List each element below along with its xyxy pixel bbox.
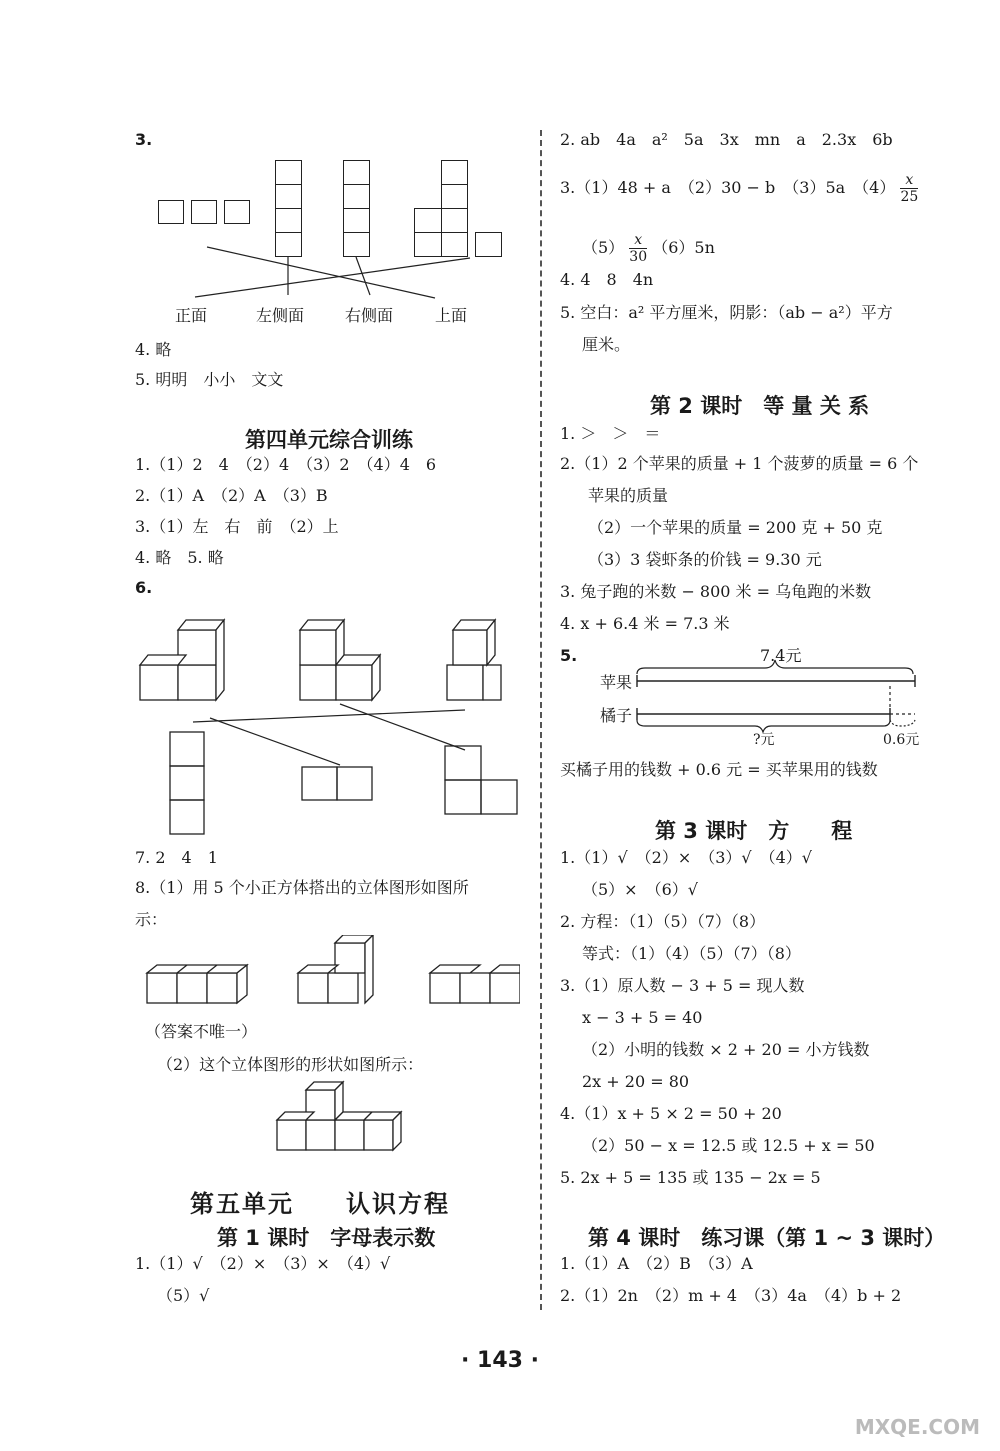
q3-figures [135, 150, 520, 300]
l2-equation: 买橘子用的钱数 + 0.6 元 = 买苹果用的钱数 [560, 760, 878, 779]
fraction-numerator: x [900, 172, 918, 189]
r5-answer: 厘米。 [582, 335, 631, 354]
u4-answer: 4. 略 5. 略 [135, 548, 224, 567]
unit5-title: 第五单元 认识方程 [190, 1190, 450, 1218]
column-divider [540, 130, 542, 1310]
view-label: 上面 [435, 306, 468, 325]
l2-answer: （3）3 袋虾条的价钱 = 9.30 元 [588, 550, 822, 569]
q3-label: 3. [135, 130, 153, 149]
view-label: 正面 [175, 306, 208, 325]
lesson4-title: 第 4 课时 练习课（第 1 ~ 3 课时） [588, 1226, 946, 1250]
r3-answer [560, 172, 918, 205]
l1-answer: 1.（1）√ （2）× （3）× （4）√ [135, 1254, 391, 1273]
left-column [135, 120, 520, 1320]
l3-answer: 5. 2x + 5 = 135 或 135 − 2x = 5 [560, 1168, 821, 1187]
unknown-label: ?元 [753, 732, 775, 748]
l3-answer: 3.（1）原人数 − 3 + 5 = 现人数 [560, 976, 805, 995]
u4-answer: 3.（1）左 右 前 （2）上 [135, 517, 339, 536]
q8-line: 示： [135, 910, 168, 929]
fraction-numerator: x [629, 232, 647, 249]
fraction-denominator: 25 [900, 189, 919, 205]
q8-part2: （2）这个立体图形的形状如图所示： [157, 1055, 424, 1074]
q8-figure-2 [275, 1075, 410, 1153]
r3-prefix: （5） [582, 238, 625, 257]
l4-answer: 1.（1）A （2）B （3）A [560, 1254, 753, 1273]
q5-label: 5. [560, 646, 578, 665]
q8-figures [135, 935, 520, 1020]
page-number: · 143 · [461, 1348, 539, 1373]
l2-answer: 2.（1）2 个苹果的质量 + 1 个菠萝的质量 = 6 个 [560, 454, 919, 473]
view-label: 右侧面 [345, 306, 394, 325]
r5-answer: 5. 空白：a² 平方厘米，阴影：（ab − a²）平方 [560, 303, 893, 322]
q8-line: 8.（1）用 5 个小正方体搭出的立体图形如图所 [135, 878, 469, 897]
l4-answer: 2.（1）2n （2）m + 4 （3）4a （4）b + 2 [560, 1286, 902, 1305]
lesson1-title: 第 1 课时 字母表示数 [217, 1226, 436, 1250]
r2-answer: 2. ab 4a a² 5a 3x mn a 2.3x 6b [560, 130, 893, 149]
lesson3-title: 第 3 课时 方 程 [655, 819, 853, 843]
unit4-title: 第四单元综合训练 [245, 428, 413, 452]
orange-label: 橘子 [600, 706, 633, 725]
u4-answer: 2.（1）A （2）A （3）B [135, 486, 328, 505]
q6-label: 6. [135, 578, 153, 597]
l3-answer: （2）小明的钱数 × 2 + 20 = 小方钱数 [582, 1040, 870, 1059]
l3-answer: 等式：（1）（4）（5）（7）（8） [582, 944, 801, 963]
r3-text: 3.（1）48 + a （2）30 − b （3）5a （4） [560, 178, 896, 197]
l2-answer: 苹果的质量 [588, 486, 669, 505]
q6-figures [135, 600, 520, 845]
fraction-denominator: 30 [629, 249, 648, 265]
right-column [560, 120, 960, 1320]
segment-diagram [585, 646, 935, 751]
l2-answer: 4. x + 6.4 米 = 7.3 米 [560, 614, 730, 633]
total-label: 7.4元 [760, 646, 802, 665]
l3-answer: （5）× （6）√ [582, 880, 698, 899]
l3-answer: 2x + 20 = 80 [582, 1072, 690, 1091]
diff-label: 0.6元 [883, 732, 920, 748]
l3-answer: （2）50 − x = 12.5 或 12.5 + x = 50 [582, 1136, 875, 1155]
q7-answer: 7. 2 4 1 [135, 848, 218, 867]
apple-label: 苹果 [600, 673, 633, 692]
q4-answer: 4. 略 [135, 340, 172, 359]
watermark-logo: MXQE.COM [854, 1415, 980, 1439]
fraction [629, 232, 647, 265]
matching-lines [135, 150, 520, 300]
fraction [900, 172, 918, 205]
l3-answer: 1.（1）√ （2）× （3）√ （4）√ [560, 848, 812, 867]
u4-answer: 1.（1）2 4 （2）4 （3）2 （4）4 6 [135, 455, 437, 474]
view-label: 左侧面 [256, 306, 305, 325]
l3-answer: 4.（1）x + 5 × 2 = 50 + 20 [560, 1104, 782, 1123]
l3-answer: x − 3 + 5 = 40 [582, 1008, 703, 1027]
l2-answer: 3. 兔子跑的米数 − 800 米 = 乌龟跑的米数 [560, 582, 872, 601]
r3-rest: （6）5n [652, 238, 715, 257]
l2-answer: （2）一个苹果的质量 = 200 克 + 50 克 [588, 518, 883, 537]
q8-note: （答案不唯一） [145, 1022, 258, 1041]
q5-answer: 5. 明明 小小 文文 [135, 370, 284, 389]
lesson2-title: 第 2 课时 等 量 关 系 [650, 394, 870, 418]
l3-answer: 2. 方程：（1）（5）（7）（8） [560, 912, 766, 931]
r4-answer: 4. 4 8 4n [560, 270, 654, 289]
r3-answer-2 [582, 232, 715, 265]
l1-answer: （5）√ [157, 1286, 210, 1305]
l2-answer: 1. ＞ ＞ ＝ [560, 424, 661, 443]
